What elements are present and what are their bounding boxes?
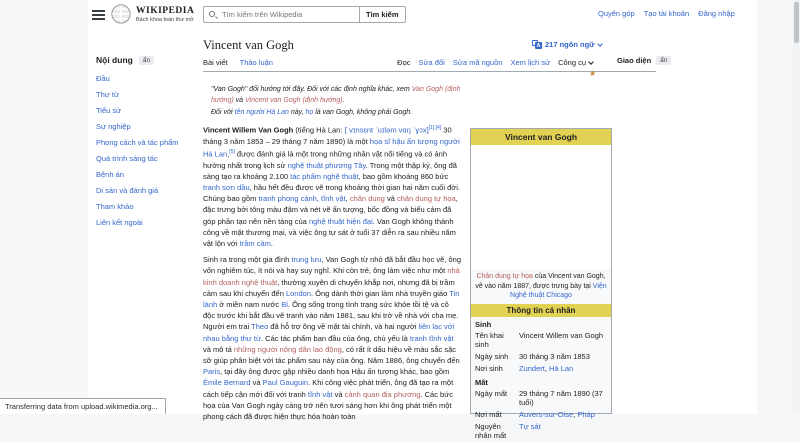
browser-status-bar: Transferring data from upload.wikimedia.org... [0, 398, 166, 414]
appearance-panel [617, 56, 671, 65]
wiki-link[interactable]: Viện Nghệ thuật Chicago [510, 282, 607, 299]
wikipedia-wordmark: WIKIPEDIA [136, 5, 195, 16]
text-segment: là van Gogh, không phải Gogh. [313, 109, 413, 116]
toc-title: Nội dung [96, 55, 133, 65]
wiki-redlink[interactable]: chân dung [349, 194, 385, 204]
wiki-link[interactable]: tác phẩm nghệ thuật [290, 171, 359, 181]
wiki-link[interactable]: tranh tĩnh vật [409, 333, 454, 343]
text-segment: (tiếng Hà Lan: [293, 125, 345, 135]
hatnote-dutch-name [203, 107, 462, 118]
tab-read[interactable]: Đọc [397, 58, 411, 67]
appearance-title: Giao diện [617, 56, 652, 65]
infobox-group-birth: Sinh [475, 319, 492, 329]
wiki-link[interactable]: [ˈvɪnsɛnt ˈʋɪləm vɑŋ ˈɣɔx] [344, 125, 429, 135]
text-segment: , [345, 194, 350, 204]
wiki-link[interactable]: họa sĩ hậu ấn tượng [369, 136, 438, 146]
text-segment: , hầu hết đều được vẽ trong khoảng thời gian hai năm cuối đời. Chúng bao gồm [203, 183, 460, 204]
toc-item-dau[interactable]: Đầu [96, 74, 110, 83]
wiki-link[interactable]: nghệ thuật hiện đại [308, 216, 373, 226]
infobox-row-death-date: Ngày mất 29 tháng 7 năm 1890 (37 tuổi) [475, 389, 603, 407]
text-segment: 30 tháng 3 năm 1853 – 29 tháng 7 năm 1890) là một [203, 125, 452, 146]
infobox-title: Vincent van Gogh [471, 129, 611, 145]
wiki-redlink[interactable]: chân dung tự họa [396, 194, 456, 204]
text-segment: . Ông sống trong tình trạng sức khỏe tồi tệ và cô độc trước khi bắt đầu vẽ tranh vào năm 1881, sau khi trở về nhà với cha mẹ. Người em trai [203, 300, 459, 332]
scrollbar-thumb[interactable] [794, 2, 799, 43]
infobox-row-death-cause: Nguyên nhân mất Tự sát [475, 422, 541, 440]
wiki-redlink[interactable]: Vincent van Gogh (định hướng) [244, 97, 343, 104]
page-tabs [203, 58, 273, 67]
wiki-link[interactable]: nghệ thuật phương Tây [287, 160, 366, 170]
wiki-link[interactable]: liên lạc với nhau bằng thư từ [203, 322, 455, 343]
tab-talk[interactable]: Thảo luận [239, 58, 273, 67]
text-segment: của Vincent van Gogh, vẽ vào năm 1887, được trưng bày tại [475, 273, 606, 290]
login-link[interactable]: Đăng nhập [698, 9, 735, 18]
search-button[interactable]: Tìm kiếm [360, 6, 406, 23]
wiki-link[interactable]: Hà Lan [549, 364, 574, 373]
tab-edit-source[interactable]: Sửa mã nguồn [452, 58, 503, 67]
wiki-link[interactable]: trầm cảm [239, 239, 271, 249]
scrollbar[interactable] [793, 0, 800, 414]
wiki-link[interactable]: Tin lành [203, 288, 460, 310]
wiki-link[interactable]: trung lưu [291, 255, 322, 265]
wiki-link[interactable]: tĩnh vật [321, 194, 346, 204]
language-count-label: 217 ngôn ngữ [545, 40, 595, 49]
wiki-redlink[interactable]: những người nông dân lao động [233, 344, 342, 354]
text-segment: . [270, 239, 273, 249]
tab-article[interactable]: Bài viết [203, 58, 228, 67]
text-segment: Sinh ra trong một gia đình [203, 255, 292, 265]
infobox-portrait-image[interactable] [471, 145, 611, 269]
wiki-link[interactable]: Auvers-sur-Oise [519, 410, 574, 419]
search-bar [203, 6, 406, 23]
text-segment: , [573, 410, 578, 419]
text-segment: đã hỗ trợ ông về mặt tài chính, và hai người [268, 322, 419, 332]
wiki-link[interactable]: Zundert [519, 364, 545, 373]
appearance-hide-button[interactable]: ẩn [656, 56, 671, 65]
text-segment: ở miền nam nước [217, 300, 282, 310]
text-segment: và [250, 378, 263, 388]
wiki-link[interactable]: người Hà Lan [203, 136, 460, 159]
toc-item-tieu-su[interactable]: Tiểu sử [96, 106, 122, 115]
user-links [598, 9, 735, 18]
main-menu-icon[interactable] [92, 10, 105, 21]
toc-item-thu-tu[interactable]: Thư từ [96, 90, 119, 99]
text-segment: Vincent Willem Van Gogh [203, 125, 294, 135]
wiki-link[interactable]: London [285, 288, 311, 298]
toc-item-di-san[interactable]: Di sản và đánh giá [96, 186, 159, 195]
wiki-link[interactable]: Émile Bernard [203, 378, 251, 388]
infobox-caption [471, 269, 611, 304]
infobox-group-death: Mất [475, 377, 488, 387]
wiki-link[interactable]: Bỉ [281, 300, 288, 310]
tab-history[interactable]: Xem lịch sử [510, 58, 551, 67]
page-title: Vincent van Gogh [203, 38, 294, 52]
search-input[interactable] [222, 7, 358, 22]
toc-item-qua-trinh[interactable]: Quá trình sáng tác [96, 154, 158, 163]
tools-menu[interactable] [558, 58, 593, 67]
tools-label: Công cụ [558, 58, 586, 67]
infobox-row-birth-place: Nơi sinh Zundert, Hà Lan [475, 364, 574, 373]
toc-item-su-nghiep[interactable]: Sự nghiệp [96, 122, 131, 131]
view-tabs [397, 58, 593, 67]
wiki-link[interactable]: tranh phong cảnh [258, 194, 317, 204]
wiki-redlink[interactable]: cảnh quan địa phương [344, 389, 421, 399]
wiki-link[interactable]: [1];[4] [428, 125, 442, 131]
tab-edit[interactable]: Sửa đổi [418, 58, 445, 67]
wiki-redlink[interactable]: nhà kinh doanh nghệ thuật [203, 266, 460, 287]
text-segment: . Khi công việc phát triển, ông đã tạo ra một cách tiếp cận mới đối với tranh [203, 378, 454, 399]
text-segment: và mô tả [203, 344, 234, 354]
language-icon: A [532, 40, 542, 49]
infobox-row-death-place: Nơi mất Auvers-sur-Oise, Pháp [475, 410, 595, 419]
text-segment: , [227, 149, 230, 159]
text-segment: được đánh giá là một trong những nhân vật nổi tiếng và có ảnh hưởng nhất trong lịch sử [203, 149, 448, 170]
text-segment: . Trong một thập kỷ, ông đã sáng tạo ra khoảng 2.100 [203, 160, 457, 181]
text-segment: Đối với [211, 109, 235, 116]
text-segment: Vincent Willem van Gogh [519, 331, 604, 340]
toc-item-benh-an[interactable]: Bệnh án [96, 170, 124, 179]
wikipedia-tagline: Bách khoa toàn thư mở [136, 16, 194, 23]
lead-paragraph-2 [203, 254, 462, 422]
wiki-link[interactable]: Theo [251, 322, 269, 332]
text-segment: . Các bức họa của Van Gogh ngày càng trở nên tươi sáng hơn khi ông phát triển một phong cách đã được hiện thực hóa hoàn toàn [203, 389, 453, 422]
table-of-contents [96, 55, 196, 231]
text-segment: , thường xuyên di chuyển khắp nơi, nhưng đã bị trầm cảm sau khi chuyển đến [203, 277, 455, 298]
wiki-link[interactable]: Paris [203, 367, 221, 377]
text-segment: này, [288, 109, 306, 116]
text-segment: . [342, 97, 345, 104]
wiki-link[interactable]: Tự sát [519, 422, 541, 431]
infobox-row-birth-name: Tên khai sinh Vincent Willem van Gogh [475, 331, 604, 349]
toc-item-phong-cach[interactable]: Phong cách và tác phẩm [96, 138, 179, 147]
wiki-link[interactable]: tên người Hà Lan [234, 109, 289, 116]
text-segment: . Van Gogh không thành công về mặt thương mại, và việc ông tự sát ở tuổi 37 diễn ra sau nhiều năm vật lộn với [203, 216, 456, 249]
text-segment: 29 tháng 7 năm 1890 (37 tuổi) [519, 389, 603, 407]
text-segment: . Ông dành thời gian làm nhà truyền giáo [311, 288, 450, 298]
text-segment: , tại đây ông được gặp nhiều danh họa Hậu ấn tượng khác, bao gồm [220, 367, 450, 377]
wiki-redlink[interactable]: Chân dung tự họa [476, 273, 533, 280]
toc-item-tham-khao[interactable]: Tham khảo [96, 202, 134, 211]
text-segment: và [332, 389, 345, 399]
text-segment: "Van Gogh" đổi hướng tới đây. Đối với các định nghĩa khác, xem [211, 86, 412, 93]
text-segment: 30 tháng 3 năm 1853 [519, 352, 590, 361]
create-account-link[interactable]: Tạo tài khoản [643, 9, 690, 18]
text-segment: , có rất ít dấu hiệu về màu sắc sặc sỡ giúp phân biệt với tác phẩm sau này của ông. Năm 1886, ông chuyển đến [203, 344, 460, 366]
wiki-link[interactable]: tĩnh vật [307, 389, 333, 399]
text-segment: . Các tác phẩm ban đầu của ông, chủ yếu là [261, 333, 410, 343]
text-segment: , [316, 194, 322, 204]
wiki-link[interactable]: Pháp [577, 410, 595, 419]
toc-hide-button[interactable]: ẩn [139, 56, 154, 65]
wiki-link[interactable]: Paul Gauguin [262, 378, 309, 388]
article-body [203, 84, 462, 427]
wikipedia-globe-icon [110, 3, 132, 25]
language-selector[interactable] [532, 40, 602, 49]
text-segment: và [384, 194, 397, 204]
featured-article-icon: ★ [589, 69, 597, 78]
search-icon [209, 11, 215, 17]
chevron-down-icon [588, 59, 594, 65]
infobox-section-header: Thông tin cá nhân [471, 304, 611, 317]
infobox [470, 128, 612, 440]
wiki-link[interactable]: [5] [229, 148, 235, 155]
wiki-redlink[interactable]: Van Gogh (định hướng) [211, 86, 461, 104]
text-segment: , bao gồm khoảng 860 bức [358, 171, 449, 181]
toc-item-lien-ket[interactable]: Liên kết ngoài [96, 218, 143, 227]
text-segment: , đặc trưng bởi tông màu đậm và nét vẽ ấn tượng, bốc đồng và biểu cảm đã góp phần tạo nên nền tảng của [203, 194, 458, 226]
chevron-down-icon [597, 41, 603, 47]
text-segment: , [544, 364, 550, 373]
lead-paragraph-1 [203, 123, 462, 249]
wikipedia-logo[interactable] [110, 3, 194, 25]
hatnote-disambiguation [203, 84, 462, 106]
wiki-link[interactable]: tranh sơn dầu [203, 183, 250, 193]
wiki-link[interactable]: họ [305, 109, 314, 116]
text-segment: và [233, 97, 245, 104]
text-segment: , Van Gogh từ nhỏ đã bắt đầu học vẽ, ông vốn nghiêm túc, ít nói và hay suy nghĩ. Khi còn trẻ, ông làm việc như một [203, 255, 462, 276]
infobox-row-birth-date: Ngày sinh 30 tháng 3 năm 1853 [475, 352, 590, 361]
donate-link[interactable]: Quyên góp [598, 9, 635, 18]
